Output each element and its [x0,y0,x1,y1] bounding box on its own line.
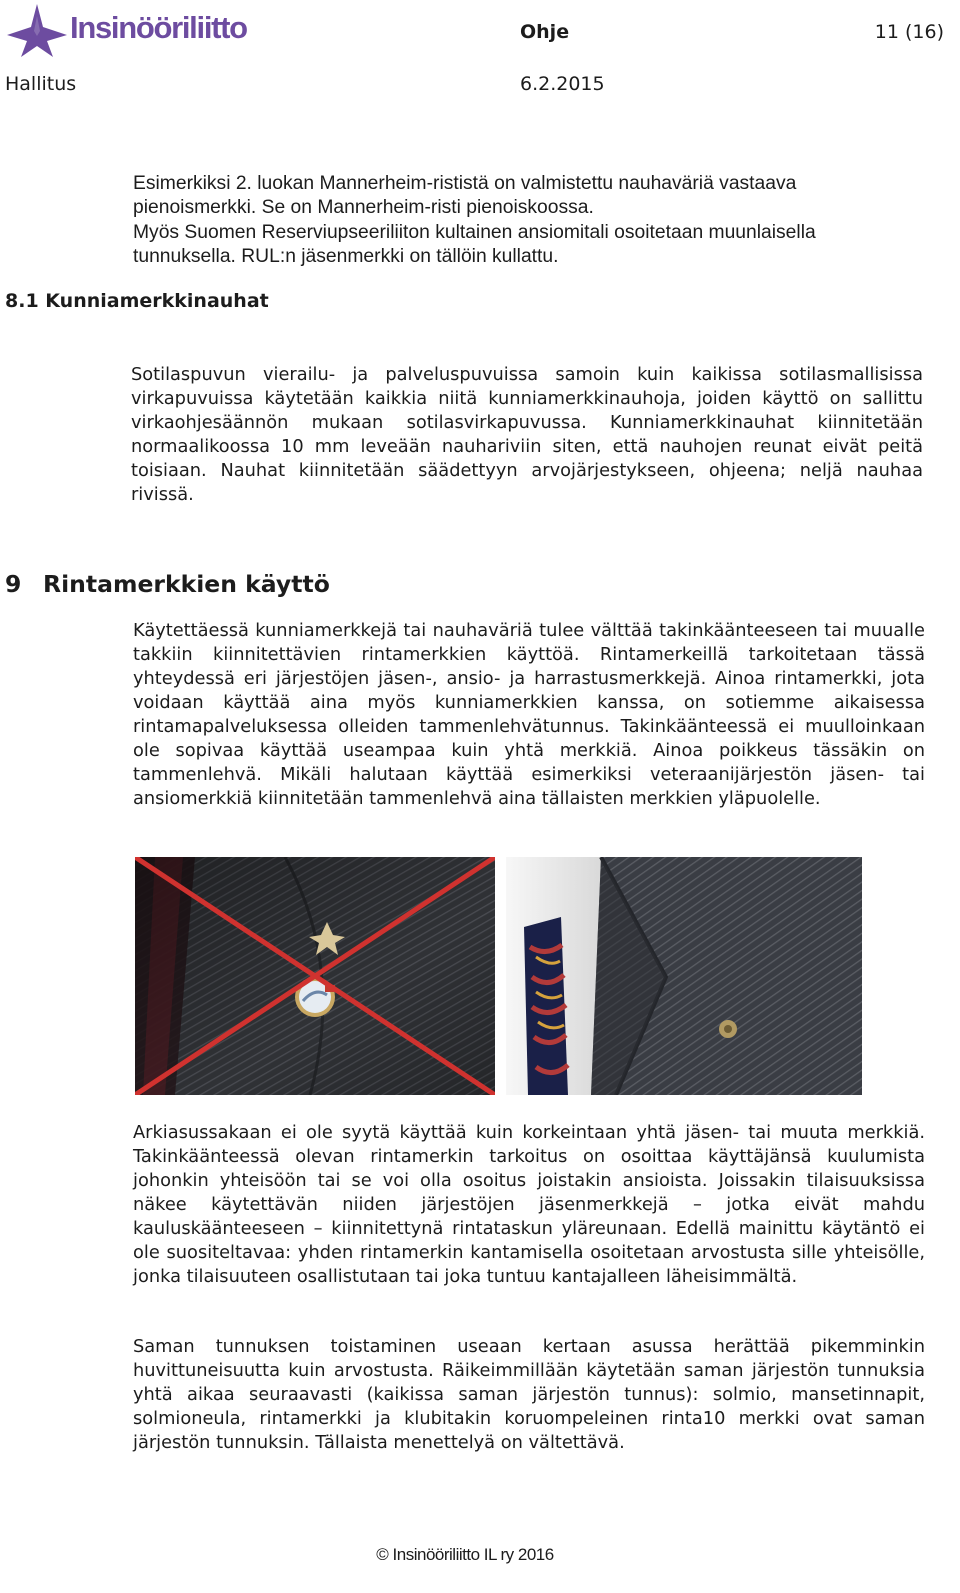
page-number: 11 (16) [874,21,944,43]
logo-wordmark: Insinööriliitto [70,10,247,45]
section-9-paragraph-3: Saman tunnuksen toistaminen useaan kertaan asussa herättää pikemminkin huvittuneisuutta kuin arvostusta. Räikeimmillään käytetään saman järjestön tunnuksia yhtä aikaa seuraavasti (kaikissa saman järjestön tunnus): solmio, mansetinnapit, solmioneula, rintamerkki ja klubitakin koruompeleinen rinta10 merkki ovat saman järjestön tunnuksin. Tällaista menettelyä on vältettävä. [133,1336,925,1453]
section-9-paragraph-1: Käytettäessä kunniamerkkejä tai nauhaväriä tulee välttää takinkäänteeseen tai muualle takkiin kiinnitettävien rintamerkkien käyttöä. Rintamerkeillä tarkoitetaan tässä yhteydessä eri järjestöjen jäsen-, ansio- ja harrastusmerkkejä. Ainoa rintamerkki, jota voidaan käyttää aina myös kunniamerkkien kanssa, on sotiemme aikaisessa rintamapalveluksessa olleiden tammenlehvätunnus. Takinkäänteessä ei muulloinkaan ole sopivaa käyttää useampaa kuin yhtä merkkiä. Ainoa poikkeus tässäkin on tammenlehvä. Mikäli halutaan käyttää esimerkiksi veteraanijärjestön jäsen- tai ansiomerkkiä kiinnitetään tammenlehvä aina tällaisten merkkien yläpuolelle. [133,620,925,809]
document-type: Ohje [520,21,570,43]
intro-line: pienoismerkki. Se on Mannerheim-risti pienoiskoossa. [133,197,594,219]
section-heading-8-1: 8.1 Kunniamerkkinauhat [5,290,269,312]
section-number: 9 [5,570,22,598]
intro-line: tunnuksella. RUL:n jäsenmerkki on tällöin kullattu. [133,245,559,267]
photo-wrong-example [135,857,495,1095]
section-9-paragraph-2: Arkiasussakaan ei ole syytä käyttää kuin korkeintaan yhtä jäsen- tai muuta merkkiä. Takinkäänteessä olevan rintamerkin tarkoitus on osoittaa käyttäjänsä kuulumista johonkin yhteisöön tai se voi olla osoitus joistakin ansioista. Joissakin tilaisuuksissa näkee käytettävän niiden järjestöjen jäsenmerkkejä – jotka eivät mahdu kauluskäänteeseen – kiinnitettynä rintataskun yläreunaan. Edellä mainittu käytäntö ei ole suositeltavaa: yhden rintamerkin kantamisella osoitetaan arvostusta sille yhteisölle, jonka tilaisuuteen osallistutaan tai joka tuntuu kantajalleen läheisimmältä. [133,1122,925,1287]
section-8-1-paragraph: Sotilaspuvun vierailu- ja palveluspuvuissa samoin kuin kaikissa sotilasmallisissa virkapuvuissa käytetään kaikkia niitä kunniamerkkinauhoja, joiden käyttö on sallittu virkaohjesäännön mukaan sotilasvirkapuvussa. Kunniamerkkinauhat kiinnitetään normaalikoossa 10 mm leveään nauhariviin siten, että nauhojen reunat eivät peitä toisiaan. Nauhat kiinnitetään säädettyyn arvojärjestykseen, ohjeena; neljä nauhaa rivissä. [131,364,923,505]
document-author: Hallitus [5,73,77,95]
insinooriliitto-logo [6,4,286,58]
document-date: 6.2.2015 [520,73,605,95]
intro-line: Myös Suomen Reserviupseeriliiton kultainen ansiomitali osoitetaan muunlaisella [133,221,816,243]
intro-text [133,172,933,269]
intro-line: Esimerkiksi 2. luokan Mannerheim-rististä on valmistettu nauhaväriä vastaava [133,173,797,194]
section-heading-9 [5,570,330,598]
copyright-footer: © Insinööriliitto IL ry 2016 [376,1545,554,1564]
star-logo-icon [6,4,68,58]
section-title: Rintamerkkien käyttö [43,570,330,598]
photo-correct-example [506,857,862,1095]
